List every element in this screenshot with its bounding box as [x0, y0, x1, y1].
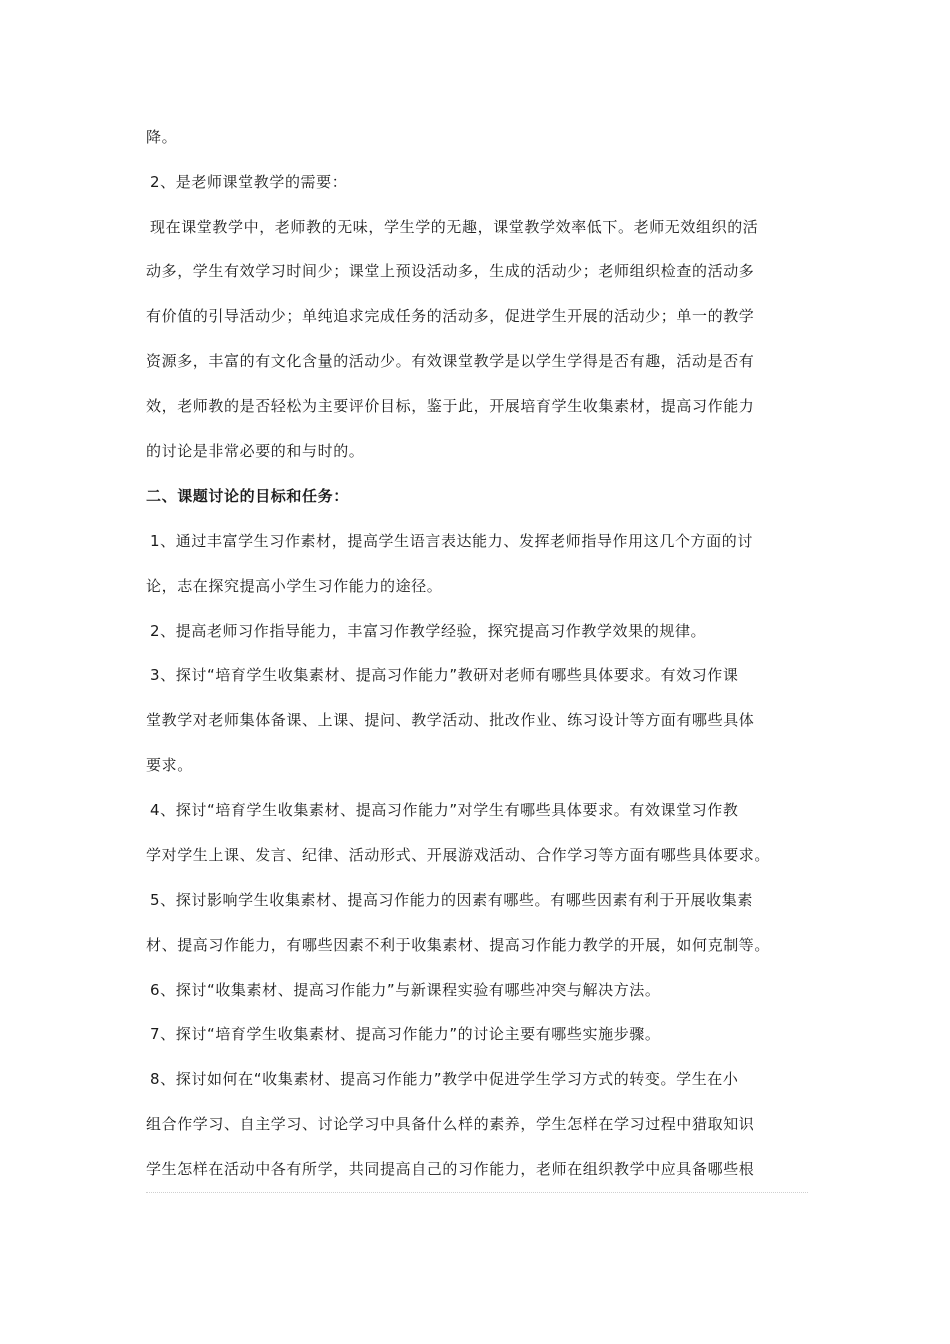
- text-line: 资源多，丰富的有文化含量的活动少。有效课堂教学是以学生学得是否有趣，活动是否有: [146, 352, 755, 370]
- text-line: 动多，学生有效学习时间少；课堂上预设活动多，生成的活动少；老师组织检查的活动多: [146, 262, 755, 280]
- text-line: 4、探讨“培育学生收集素材、提高习作能力”对学生有哪些具体要求。有效课堂习作教: [150, 801, 739, 819]
- text-line: 3、探讨“培育学生收集素材、提高习作能力”教研对老师有哪些具体要求。有效习作课: [150, 666, 739, 684]
- text-line: 学对学生上课、发言、纪律、活动形式、开展游戏活动、合作学习等方面有哪些具体要求。: [146, 846, 771, 864]
- text-line: 要求。: [146, 756, 193, 774]
- text-line: 堂教学对老师集体备课、上课、提问、教学活动、批改作业、练习设计等方面有哪些具体: [146, 711, 755, 729]
- text-line: 有价值的引导活动少；单纯追求完成任务的活动多，促进学生开展的活动少；单一的教学: [146, 307, 755, 325]
- page-footer-rule: [146, 1192, 808, 1193]
- section-heading: 二、课题讨论的目标和任务：: [146, 487, 349, 505]
- text-line: 效，老师教的是否轻松为主要评价目标，鉴于此，开展培育学生收集素材，提高习作能力: [146, 397, 755, 415]
- text-line: 6、探讨“收集素材、提高习作能力”与新课程实验有哪些冲突与解决方法。: [150, 981, 661, 999]
- text-line: 组合作学习、自主学习、讨论学习中具备什么样的素养，学生怎样在学习过程中猎取知识: [146, 1115, 755, 1133]
- text-line: 材、提高习作能力，有哪些因素不利于收集素材、提高习作能力教学的开展，如何克制等。: [146, 936, 771, 954]
- text-line: 7、探讨“培育学生收集素材、提高习作能力”的讨论主要有哪些实施步骤。: [150, 1025, 661, 1043]
- text-line: 学生怎样在活动中各有所学，共同提高自己的习作能力，老师在组织教学中应具备哪些根: [146, 1160, 755, 1178]
- text-line: 8、探讨如何在“收集素材、提高习作能力”教学中促进学生学习方式的转变。学生在小: [150, 1070, 739, 1088]
- text-line: 降。: [146, 128, 178, 146]
- text-line: 5、探讨影响学生收集素材、提高习作能力的因素有哪些。有哪些因素有利于开展收集素: [150, 891, 753, 909]
- text-line: 2、是老师课堂教学的需要：: [150, 173, 348, 191]
- text-line: 现在课堂教学中，老师教的无味，学生学的无趣，课堂教学效率低下。老师无效组织的活: [150, 218, 759, 236]
- text-line: 1、通过丰富学生习作素材，提高学生语言表达能力、发挥老师指导作用这几个方面的讨: [150, 532, 753, 550]
- text-line: 的讨论是非常必要的和与时的。: [146, 442, 365, 460]
- text-line: 论，志在探究提高小学生习作能力的途径。: [146, 577, 443, 595]
- text-line: 2、提高老师习作指导能力，丰富习作教学经验，探究提高习作教学效果的规律。: [150, 622, 707, 640]
